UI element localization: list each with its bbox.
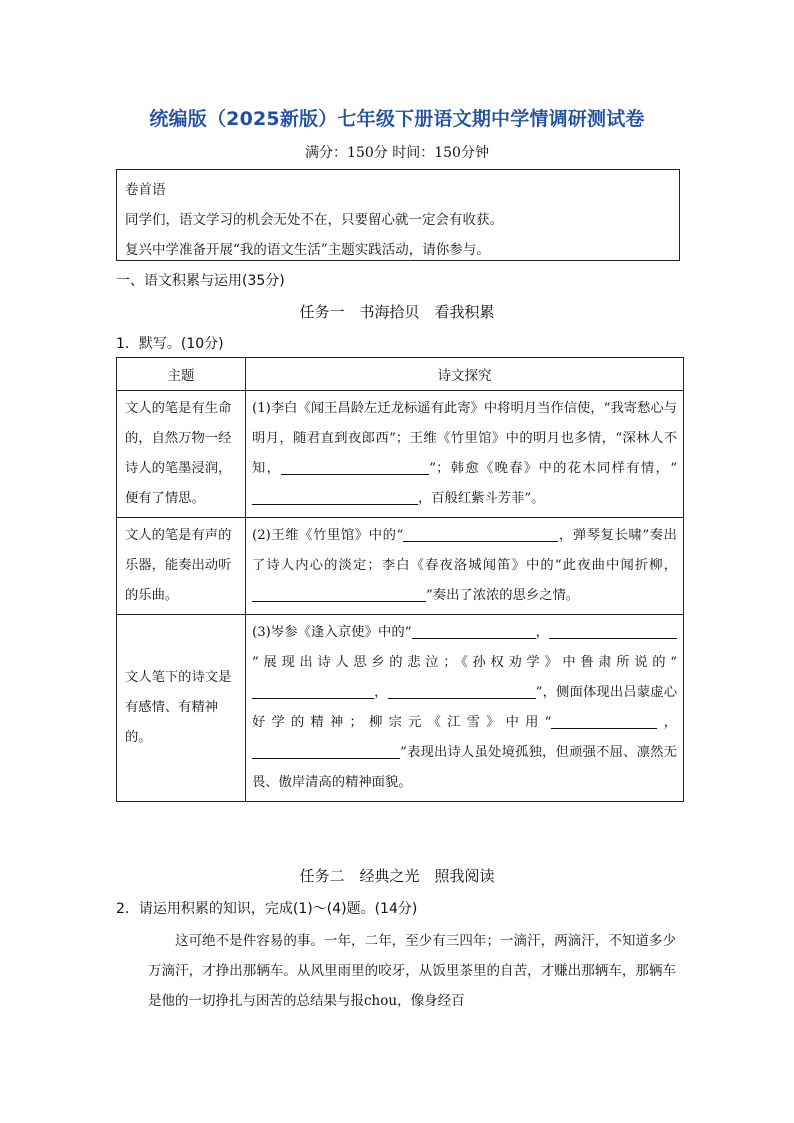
question-2: 2．请运用积累的知识，完成(1)～(4)题。(14分): [116, 901, 418, 917]
dictation-table: [116, 357, 684, 802]
poem-text: ，百般红紫斗芳菲”。: [418, 491, 545, 506]
poem-text: ”表现出诗人虽处境孤独，但顽强不屈、凛然无畏、傲岸清高的精神面貌。: [252, 745, 677, 790]
question-1: 1．默写。(10分): [116, 336, 224, 352]
poem-text: ，弹琴复长啸”奏出了诗人内心的淡定；李白《春夜洛城闻笛》中的“此夜曲中闻折柳，: [252, 528, 678, 573]
section-heading: 一、语文积累与运用(35分): [116, 273, 285, 289]
preface-line: 复兴中学准备开展“我的语文生活”主题实践活动，请你参与。: [125, 242, 490, 258]
answer-blank[interactable]: [403, 525, 558, 542]
theme-cell: 文人笔下的诗文是有感情、有精神的。: [117, 615, 246, 802]
table-header-row: [117, 358, 684, 391]
column-header-theme: 主题: [117, 358, 246, 391]
poem-text: ，: [535, 625, 549, 640]
poem-text: ”；韩愈《晚春》中的花木同样有情，“: [429, 461, 677, 476]
answer-blank[interactable]: [252, 488, 418, 505]
answer-blank[interactable]: [551, 712, 657, 729]
theme-cell: 文人的笔是有生命的，自然万物一经诗人的笔墨浸润，便有了情思。: [117, 391, 246, 518]
task-heading: 任务一 书海拾贝 看我积累: [299, 303, 495, 321]
poem-text: ”，侧面体现出吕蒙虚心好学的精神；柳宗元《江雪》中用“: [252, 685, 677, 730]
poem-text: ，: [374, 685, 388, 700]
preface-heading: 卷首语: [125, 182, 166, 198]
answer-blank[interactable]: [252, 585, 426, 602]
poem-text: ”展现出诗人思乡的悲泣；《孙权劝学》中鲁肃所说的“: [252, 655, 677, 670]
poem-text: (1)李白《闻王昌龄左迁龙标遥有此寄》中将明月当作信使，“我寄愁心与明月，随君直到夜郎西”；王维《竹里馆》中的明月也多情，“深林人不知，: [252, 401, 677, 476]
preface-box: [116, 169, 680, 261]
table-row: [117, 518, 684, 615]
answer-blank[interactable]: [252, 742, 400, 759]
poem-cell: [246, 391, 684, 518]
poem-text: ”奏出了浓浓的思乡之情。: [426, 588, 580, 603]
answer-blank[interactable]: [412, 622, 536, 639]
reading-passage: [148, 926, 676, 1016]
task-heading: 任务二 经典之光 照我阅读: [299, 867, 495, 885]
answer-blank[interactable]: [549, 622, 677, 639]
poem-cell: [246, 518, 684, 615]
column-header-poem: 诗文探究: [246, 358, 684, 391]
theme-cell: 文人的笔是有声的乐器，能奏出动听的乐曲。: [117, 518, 246, 615]
poem-text: (2)王维《竹里馆》中的“: [252, 528, 404, 543]
table-row: [117, 391, 684, 518]
table-row: [117, 615, 684, 802]
answer-blank[interactable]: [388, 682, 536, 699]
preface-line: 同学们，语文学习的机会无处不在，只要留心就一定会有收获。: [125, 212, 503, 228]
poem-text: ，: [657, 715, 677, 730]
answer-blank[interactable]: [281, 458, 429, 475]
exam-info: 满分：150分 时间：150分钟: [305, 145, 489, 161]
page-title: 统编版（2025新版）七年级下册语文期中学情调研测试卷: [149, 108, 645, 130]
poem-cell: [246, 615, 684, 802]
poem-text: (3)岑参《逢入京使》中的“: [252, 625, 412, 640]
passage-paragraph: 这可绝不是件容易的事。一年，二年，至少有三四年；一滴汗，两滴汗，不知道多少万滴汗，才挣出那辆车。从风里雨里的咬牙，从饭里茶里的自苦，才赚出那辆车，那辆车是他的一切挣扎与困苦的总结果与报chou，像身经百: [148, 933, 676, 1009]
answer-blank[interactable]: [252, 682, 374, 699]
